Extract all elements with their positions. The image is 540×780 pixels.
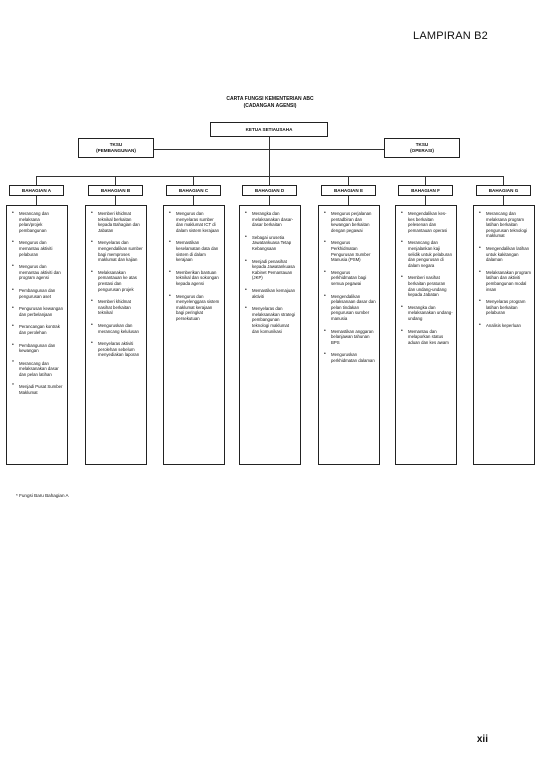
function-item: • Menguruskan perkhidmatan dalaman — [323, 352, 376, 363]
function-item: • Pembangunan dan kewangan — [11, 343, 64, 354]
connector-line — [193, 176, 194, 185]
function-column-f — [395, 205, 457, 465]
function-item: • Mengurus perkhidmatan bagi semua pegawai — [323, 270, 376, 287]
org-box-tksu-operasi — [384, 138, 460, 158]
division-header-c: BAHAGIAN C — [166, 185, 221, 196]
division-header-a: BAHAGIAN A — [9, 185, 64, 196]
function-item: • Pengurusan kewangan dan perbelanjaan — [11, 306, 64, 317]
function-item: • Merancang dan menjalankan kaji selidik untuk pelaburan dan pengurusan di dalam negara — [400, 240, 453, 268]
function-item: • Perancangan kontrak dan perolehan — [11, 324, 64, 335]
function-column-b — [85, 205, 147, 465]
function-item: • Menyelaras dan mengendalikan sumber bagi memproses maklumat dan kajian — [90, 240, 143, 262]
connector-line — [269, 137, 270, 149]
footnote: * Fungsi Baru Bahagian A — [16, 493, 69, 498]
function-item: • Mengendalikan latihan untuk kakitangan dalaman — [478, 246, 531, 263]
connector-line — [36, 176, 504, 177]
org-box-line1: TKSU — [415, 142, 429, 147]
function-item: • Menyelaras program latihan berkaitan pelaburan — [478, 299, 531, 316]
org-box-line1: TKSU — [109, 142, 123, 147]
function-item: • Mengurus perjalanan pentadbiran dan kewangan berkaitan dengan pegawai — [323, 211, 376, 233]
page-number: xii — [476, 734, 488, 745]
function-item: • Memberi nasihat berkaitan peraturan dan undang-undang kepada Jabatan — [400, 275, 453, 297]
function-item: • Merangka dan melaksanakan dasar-dasar berkaitan — [244, 211, 297, 228]
function-column-e — [318, 205, 380, 465]
function-item: • Menyelaras dan melaksanakan strategi pembangunan teknologi maklumat dan komunikasi — [244, 306, 297, 334]
function-item: • Merangka dan melaksanakan undang-undang — [400, 305, 453, 322]
function-item: • Memberikan bantuan teknikal dan sokongan kepada agensi — [168, 270, 221, 287]
function-item: • Pembangunan dan pengurusan aset — [11, 288, 64, 299]
connector-line — [115, 196, 116, 205]
connector-line — [36, 176, 37, 185]
function-item: • Analisis keperluan — [478, 323, 531, 329]
function-item: • Mengurus Perkhidmatan Pengurusan Sumber Manusia (PSM) — [323, 240, 376, 262]
function-item: • Mengurus dan memantau aktiviti pelaburan — [11, 240, 64, 257]
connector-line — [503, 196, 504, 205]
function-item: • Menguruskan dan merancang kelulusan — [90, 323, 143, 334]
org-box-tksu-pembangunan — [78, 138, 154, 158]
connector-line — [193, 196, 194, 205]
function-item: • Memastikan kemajuan aktiviti — [244, 288, 297, 299]
division-header-d: BAHAGIAN D — [242, 185, 297, 196]
function-item: • Merancang dan melaksana pelan/projek pembangunan — [11, 211, 64, 233]
function-item: • Menjadi penasihat kepada Jawatankuasa Kabinet Pemantauan (JKP) — [244, 259, 297, 281]
function-item: • Mengurus dan menyelenggara sistem maklumat kerajaan bagi peringkat persekutuan — [168, 294, 221, 322]
function-item: • Menyelaras aktiviti perolehan sebelum menyediakan laporan — [90, 341, 143, 358]
division-header-b: BAHAGIAN B — [88, 185, 143, 196]
connector-line — [425, 196, 426, 205]
org-box-line2: (OPERASI) — [410, 148, 434, 153]
function-item: • Mengendalikan kes-kes berkaitan pelesenan dan pemantauan operasi — [400, 211, 453, 233]
connector-line — [348, 196, 349, 205]
function-item: • Memberi khidmat nasihat berkaitan teknikal — [90, 299, 143, 316]
function-item: • Merancang dan melaksana program latihan berkaitan pengurusan teknologi maklumat — [478, 211, 531, 239]
appendix-label: LAMPIRAN B2 — [413, 30, 488, 42]
connector-line — [36, 196, 37, 205]
connector-line — [115, 176, 116, 185]
connector-line — [348, 176, 349, 185]
division-header-f: BAHAGIAN F — [398, 185, 453, 196]
chart-title-line2: (CADANGAN AGENSI) — [243, 103, 297, 109]
division-header-e: BAHAGIAN E — [321, 185, 376, 196]
function-item: • Mengendalikan pelaksanaan dasar dan pelan tindakan pengurusan sumber manusia — [323, 294, 376, 322]
connector-line — [503, 176, 504, 185]
function-item: * Menjadi Pusat Sumber Maklumat — [11, 384, 64, 395]
function-item: • Memastikan anggaran belanjawan tahunan BPS — [323, 329, 376, 346]
function-item: * Merancang dan melaksanakan dasar dan pelan latihan — [11, 361, 64, 378]
function-item: • Mengurus dan memantau aktiviti dan program agensi — [11, 264, 64, 281]
connector-line — [269, 149, 270, 185]
chart-title — [0, 96, 540, 110]
function-column-g — [473, 205, 535, 465]
function-item: • Melaksanakan program latihan dan aktiviti pembangunan modal insan — [478, 270, 531, 292]
function-item: • Melaksanakan pemantauan ke atas prestasi dan pengurusan projek — [90, 270, 143, 292]
function-item: • Memastikan keselamatan data dan sistem di dalam kerajaan — [168, 240, 221, 262]
function-item: • Mengurus dan menyelaras sumber dan maklumat ICT di dalam sistem kerajaan — [168, 211, 221, 233]
org-box-ketua-setiausaha: KETUA SETIAUSAHA — [210, 122, 328, 137]
function-column-c — [163, 205, 225, 465]
function-item: • Memberi khidmat teknikal berkaitan kepada Bahagian dan Jabatan — [90, 211, 143, 233]
connector-line — [269, 196, 270, 205]
division-header-g: BAHAGIAN G — [476, 185, 531, 196]
org-box-line2: (PEMBANGUNAN) — [96, 148, 136, 153]
chart-title-line1: CARTA FUNGSI KEMENTERIAN ABC — [226, 96, 314, 102]
function-column-a — [6, 205, 68, 465]
function-item: • Memantau dan melaporkan status aduan dan kes awam — [400, 329, 453, 346]
function-column-d — [239, 205, 301, 465]
function-item: • Sebagai urusetia Jawatankuasa Tetap Kebangsaan — [244, 235, 297, 252]
connector-line — [425, 176, 426, 185]
